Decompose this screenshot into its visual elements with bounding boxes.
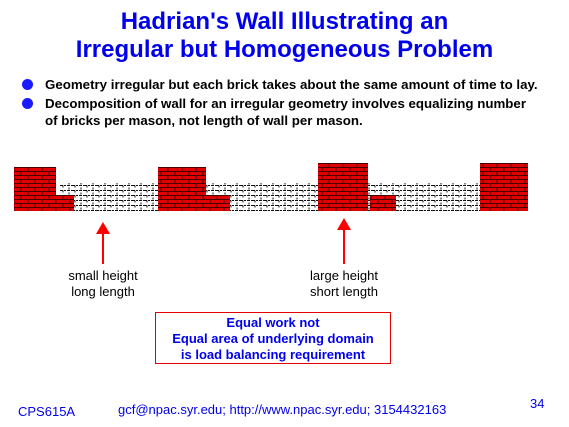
bullet-text: Geometry irregular but each brick takes about the same amount of time to lay. [45, 77, 538, 92]
bullet-dot-icon [22, 98, 33, 109]
bullet-text: Decomposition of wall for an irregular geometry involves equalizing number of bricks per mason, not length of wall per mason. [45, 96, 526, 128]
wall-tower [158, 167, 206, 211]
wall-tower [480, 163, 528, 211]
conclusion-line-3: is load balancing requirement [180, 347, 366, 362]
arrow-up-icon [96, 222, 110, 264]
bullet-item [22, 76, 542, 93]
hadrians-wall-illustration [0, 155, 569, 220]
left-annotation [38, 268, 168, 300]
bullet-dot-icon [22, 79, 33, 90]
wall-tower [318, 163, 368, 211]
left-annotation-line-1: small height [68, 268, 138, 283]
conclusion-line-2: Equal area of underlying domain [172, 331, 374, 346]
conclusion-line-1: Equal work not [226, 315, 320, 330]
page-number: 34 [530, 396, 545, 411]
conclusion-box [155, 312, 391, 364]
slide-title-line-2: Irregular but Homogeneous Problem [75, 36, 494, 63]
course-code: CPS615A [18, 404, 76, 419]
left-annotation-line-2: long length [71, 284, 135, 299]
contact-info: gcf@npac.syr.edu; http://www.npac.syr.edu; 3154432163 [118, 402, 447, 417]
wall-tower [14, 167, 56, 211]
bullet-list [22, 76, 542, 131]
bullet-item [22, 95, 542, 129]
red-brick-band [370, 195, 396, 211]
right-annotation-line-1: large height [310, 268, 378, 283]
slide-title-line-1: Hadrian's Wall Illustrating an [120, 8, 449, 35]
right-annotation [279, 268, 409, 300]
arrow-up-icon [337, 218, 351, 264]
right-annotation-line-2: short length [310, 284, 378, 299]
